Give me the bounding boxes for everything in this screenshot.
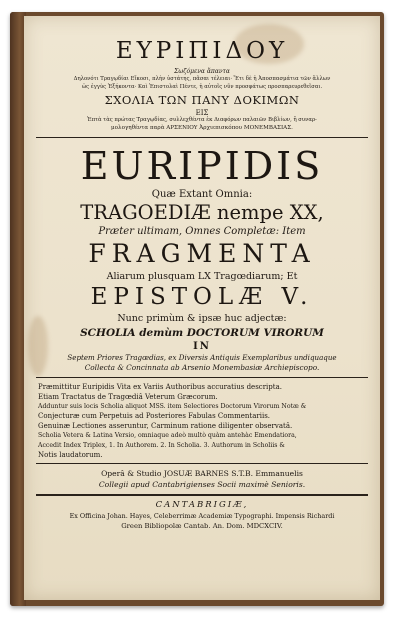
latin-author: EURIPIDIS	[80, 144, 324, 188]
divider	[36, 494, 368, 496]
imprint-line: Ex Officina Johan. Hayes, Celeberrimæ Academiæ Typographi. Impensis Richardi	[69, 512, 335, 520]
contents-line: Genuinæ Lectiones asseruntur, Carminum ratione diligenter observatâ.	[38, 422, 293, 430]
latin-fragmenta: FRAGMENTA	[88, 239, 316, 268]
divider	[36, 463, 368, 464]
imprint-place: CANTABRIGIÆ,	[155, 500, 249, 510]
latin-scholia: SCHOLIA demùm DOCTORUM VIRORUM	[80, 327, 324, 339]
greek-subtitle: Σωζόμενα ἅπαντα	[174, 68, 230, 75]
latin-quae-extant: Quæ Extant Omnia:	[151, 189, 253, 200]
latin-epistolae: EPISTOLÆ V.	[90, 284, 314, 310]
greek-scholia-heading: ΣΧΟΛΙΑ ΤΩΝ ΠΑΝΥ ΔΟΚΙΜΩΝ	[104, 93, 300, 107]
editor-line: Collegii apud Cantabrigienses Socii maximè Senioris.	[98, 480, 306, 489]
contents-line: Accedit Index Triplex, 1. In Authorem. 2. In Scholia. 3. Authorum in Scholiis &	[38, 442, 285, 449]
editor-line: Operâ & Studio JOSUÆ BARNES S.T.B. Emmanuelis	[101, 469, 303, 478]
title-page	[24, 16, 380, 600]
latin-septem: Septem Priores Tragœdias, ex Diversis Antiquis Exemplaribus undiquaque	[67, 353, 337, 362]
book	[10, 12, 384, 606]
divider	[36, 137, 368, 138]
contents-line: Notis laudatorum.	[38, 451, 103, 459]
latin-in: IN	[193, 341, 211, 352]
divider	[36, 377, 368, 378]
imprint-line: Green Bibliopolæ Cantab. An. Dom. MDCXCIV.	[121, 522, 283, 530]
latin-nunc-primum: Nunc primùm & ipsæ huc adjectæ:	[117, 313, 287, 324]
greek-description: μολογηθέντα παρὰ ΑΡΣΕΝΙΟΥ Ἀρχιεπισκόπου ΜΟΝΕΜΒΑΣΙΑΣ.	[111, 125, 293, 131]
latin-collecta: Collecta & Concinnata ab Arsenio Monembasiæ Archiepiscopo.	[84, 363, 320, 372]
greek-description: Ἑπτὰ τὰς πρώτας Τραγῳδίας, συλλεχθέντα ἐκ Διαφόρων παλαιῶν Βιβλίων, ἢ συναρ-	[87, 117, 317, 123]
contents-line: Etiam Tractatus de Tragœdiâ Veterum Græcorum.	[38, 393, 218, 401]
contents-line: Conjecturæ cum Perpetuis ad Posteriores Fabulas Commentariis.	[38, 412, 271, 420]
greek-description: Δηλονότι Τραγῳδίαι Εἴκοσι, πλὴν ὑστάτης, πᾶσαι τέλειαι· Ἔτι δὲ ἡ Ἀποσπασμάτια τῶν ἄλλων	[73, 76, 331, 82]
latin-tragoediae: TRAGOEDIÆ nempe XX,	[80, 201, 324, 224]
greek-description: ὡς ἐγγὺς Ἑξήκοντα· Καὶ Ἐπιστολαὶ Πέντε, ἡ αὐτοῖς νῦν προσφάτως προσπαρευρεθεῖσαι.	[81, 84, 323, 90]
latin-praeter: Præter ultimam, Omnes Completæ: Item	[98, 226, 306, 237]
contents-line: Scholia Vetera & Latina Versio, omniaque adeò multò quàm antehàc Emendatiora,	[38, 432, 297, 439]
contents-line: Adduntur suis locis Scholia aliquot MSS. item Selectiores Doctorum Virorum Notæ &	[38, 403, 307, 410]
greek-title: ΕΥΡΙΠΙΔΟΥ	[115, 38, 289, 64]
latin-aliarum: Aliarum plusquam LX Tragœdiarum; Et	[106, 271, 298, 282]
contents-line: Præmittitur Euripidis Vita ex Variis Authoribus accuratius descripta.	[38, 383, 282, 391]
greek-eis: ΕΙΣ	[195, 109, 209, 117]
